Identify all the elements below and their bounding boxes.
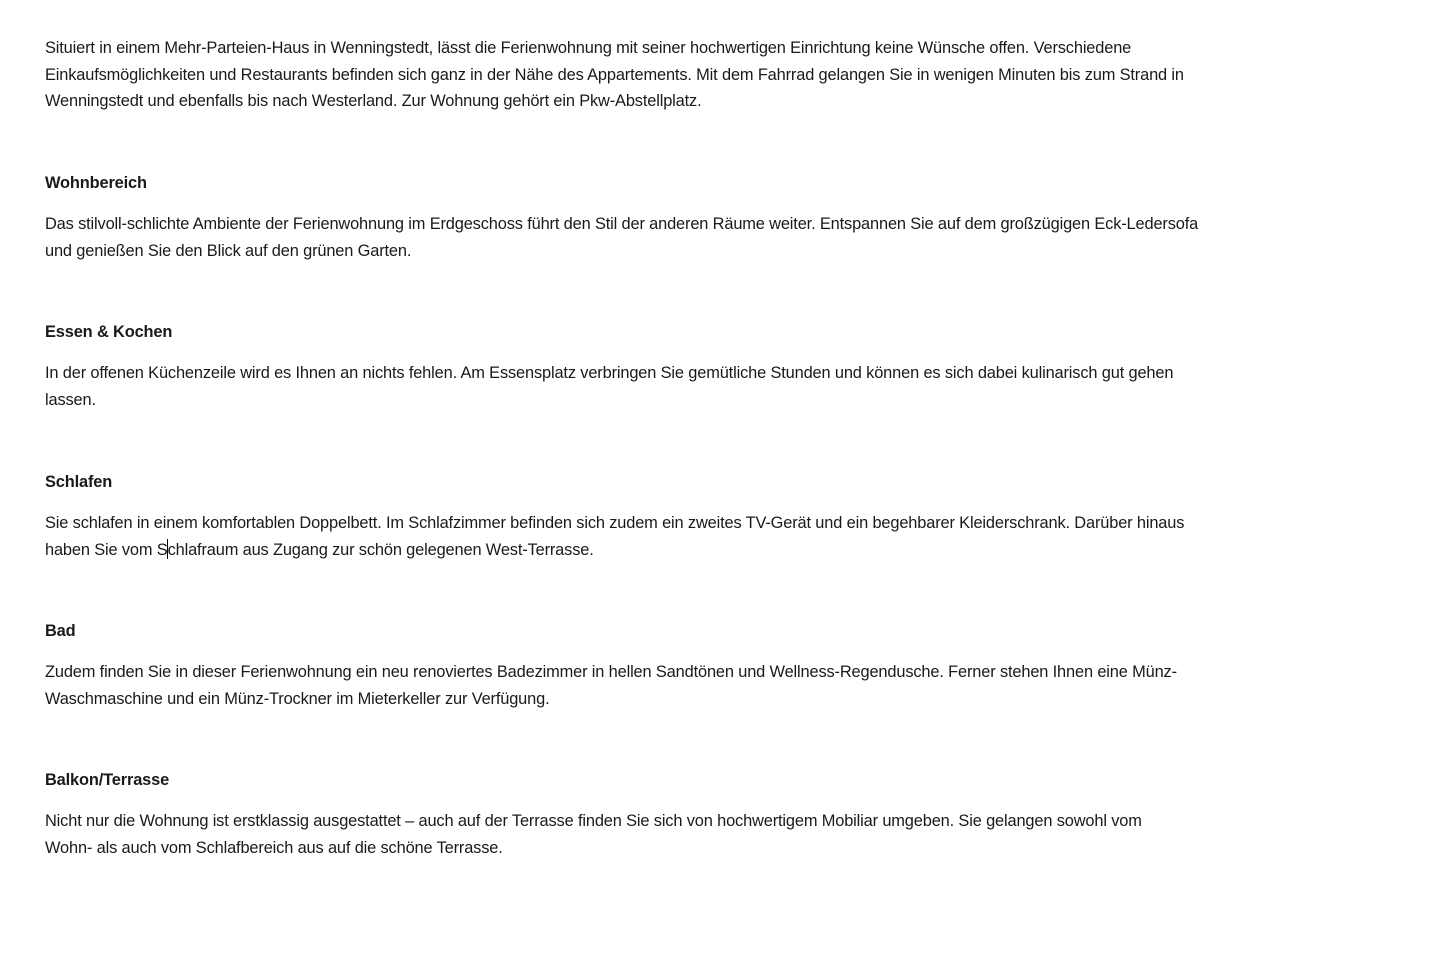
section-paragraph-essen-kochen [45, 360, 1355, 413]
text-before-caret: haben Sie vom S [45, 540, 168, 559]
text-line: Sie schlafen in einem komfortablen Doppelbett. Im Schlafzimmer befinden sich zudem ein zweites TV-Gerät und ein begehbarer Kleiderschrank. Darüber hinaus [45, 514, 1185, 532]
section-heading-bad: Bad [45, 622, 76, 640]
text-line: Waschmaschine und ein Münz-Trockner im Mieterkeller zur Verfügung. [45, 689, 550, 708]
text-line: Situiert in einem Mehr-Parteien-Haus in Wenningstedt, lässt die Ferienwohnung mit seiner hochwertigen Einrichtung keine Wünsche offen. Verschiedene [45, 39, 1132, 57]
section-paragraph-bad [45, 659, 1355, 712]
section-paragraph-schlafen [45, 510, 1355, 563]
text-line-with-caret [45, 537, 1355, 564]
text-line: Nicht nur die Wohnung ist erstklassig ausgestattet – auch auf der Terrasse finden Sie sich von hochwertigem Mobiliar umgeben. Sie gelangen sowohl vom [45, 812, 1142, 830]
text-line: Einkaufsmöglichkeiten und Restaurants befinden sich ganz in der Nähe des Appartements. Mit dem Fahrrad gelangen Sie in wenigen Minuten bis zum Strand in [45, 65, 1184, 84]
section-heading-balkon-terrasse: Balkon/Terrasse [45, 771, 170, 789]
text-after-caret: chlafraum aus Zugang zur schön gelegenen West-Terrasse. [167, 540, 594, 559]
section-heading-wohnbereich: Wohnbereich [45, 174, 147, 192]
section-paragraph-balkon-terrasse [45, 808, 1355, 861]
section-paragraph-wohnbereich [45, 211, 1355, 264]
section-heading-schlafen: Schlafen [45, 473, 113, 491]
text-line: Das stilvoll-schlichte Ambiente der Ferienwohnung im Erdgeschoss führt den Stil der anderen Räume weiter. Entspannen Sie auf dem großzügigen Eck-Ledersofa [45, 215, 1199, 233]
text-line: Wenningstedt und ebenfalls bis nach Westerland. Zur Wohnung gehört ein Pkw-Abstellplatz. [45, 92, 702, 110]
intro-paragraph [45, 35, 1355, 115]
text-line: In der offenen Küchenzeile wird es Ihnen an nichts fehlen. Am Essensplatz verbringen Sie gemütliche Stunden und können es sich dabei kulinarisch gut gehen [45, 364, 1174, 382]
section-heading-essen-kochen: Essen & Kochen [45, 323, 173, 341]
text-line: und genießen Sie den Blick auf den grünen Garten. [45, 241, 412, 260]
text-line: lassen. [45, 390, 96, 409]
text-line: Wohn- als auch vom Schlafbereich aus auf die schöne Terrasse. [45, 838, 503, 857]
text-line: Zudem finden Sie in dieser Ferienwohnung ein neu renoviertes Badezimmer in hellen Sandtönen und Wellness-Regendusche. Ferner stehen Ihnen eine Münz- [45, 663, 1177, 681]
